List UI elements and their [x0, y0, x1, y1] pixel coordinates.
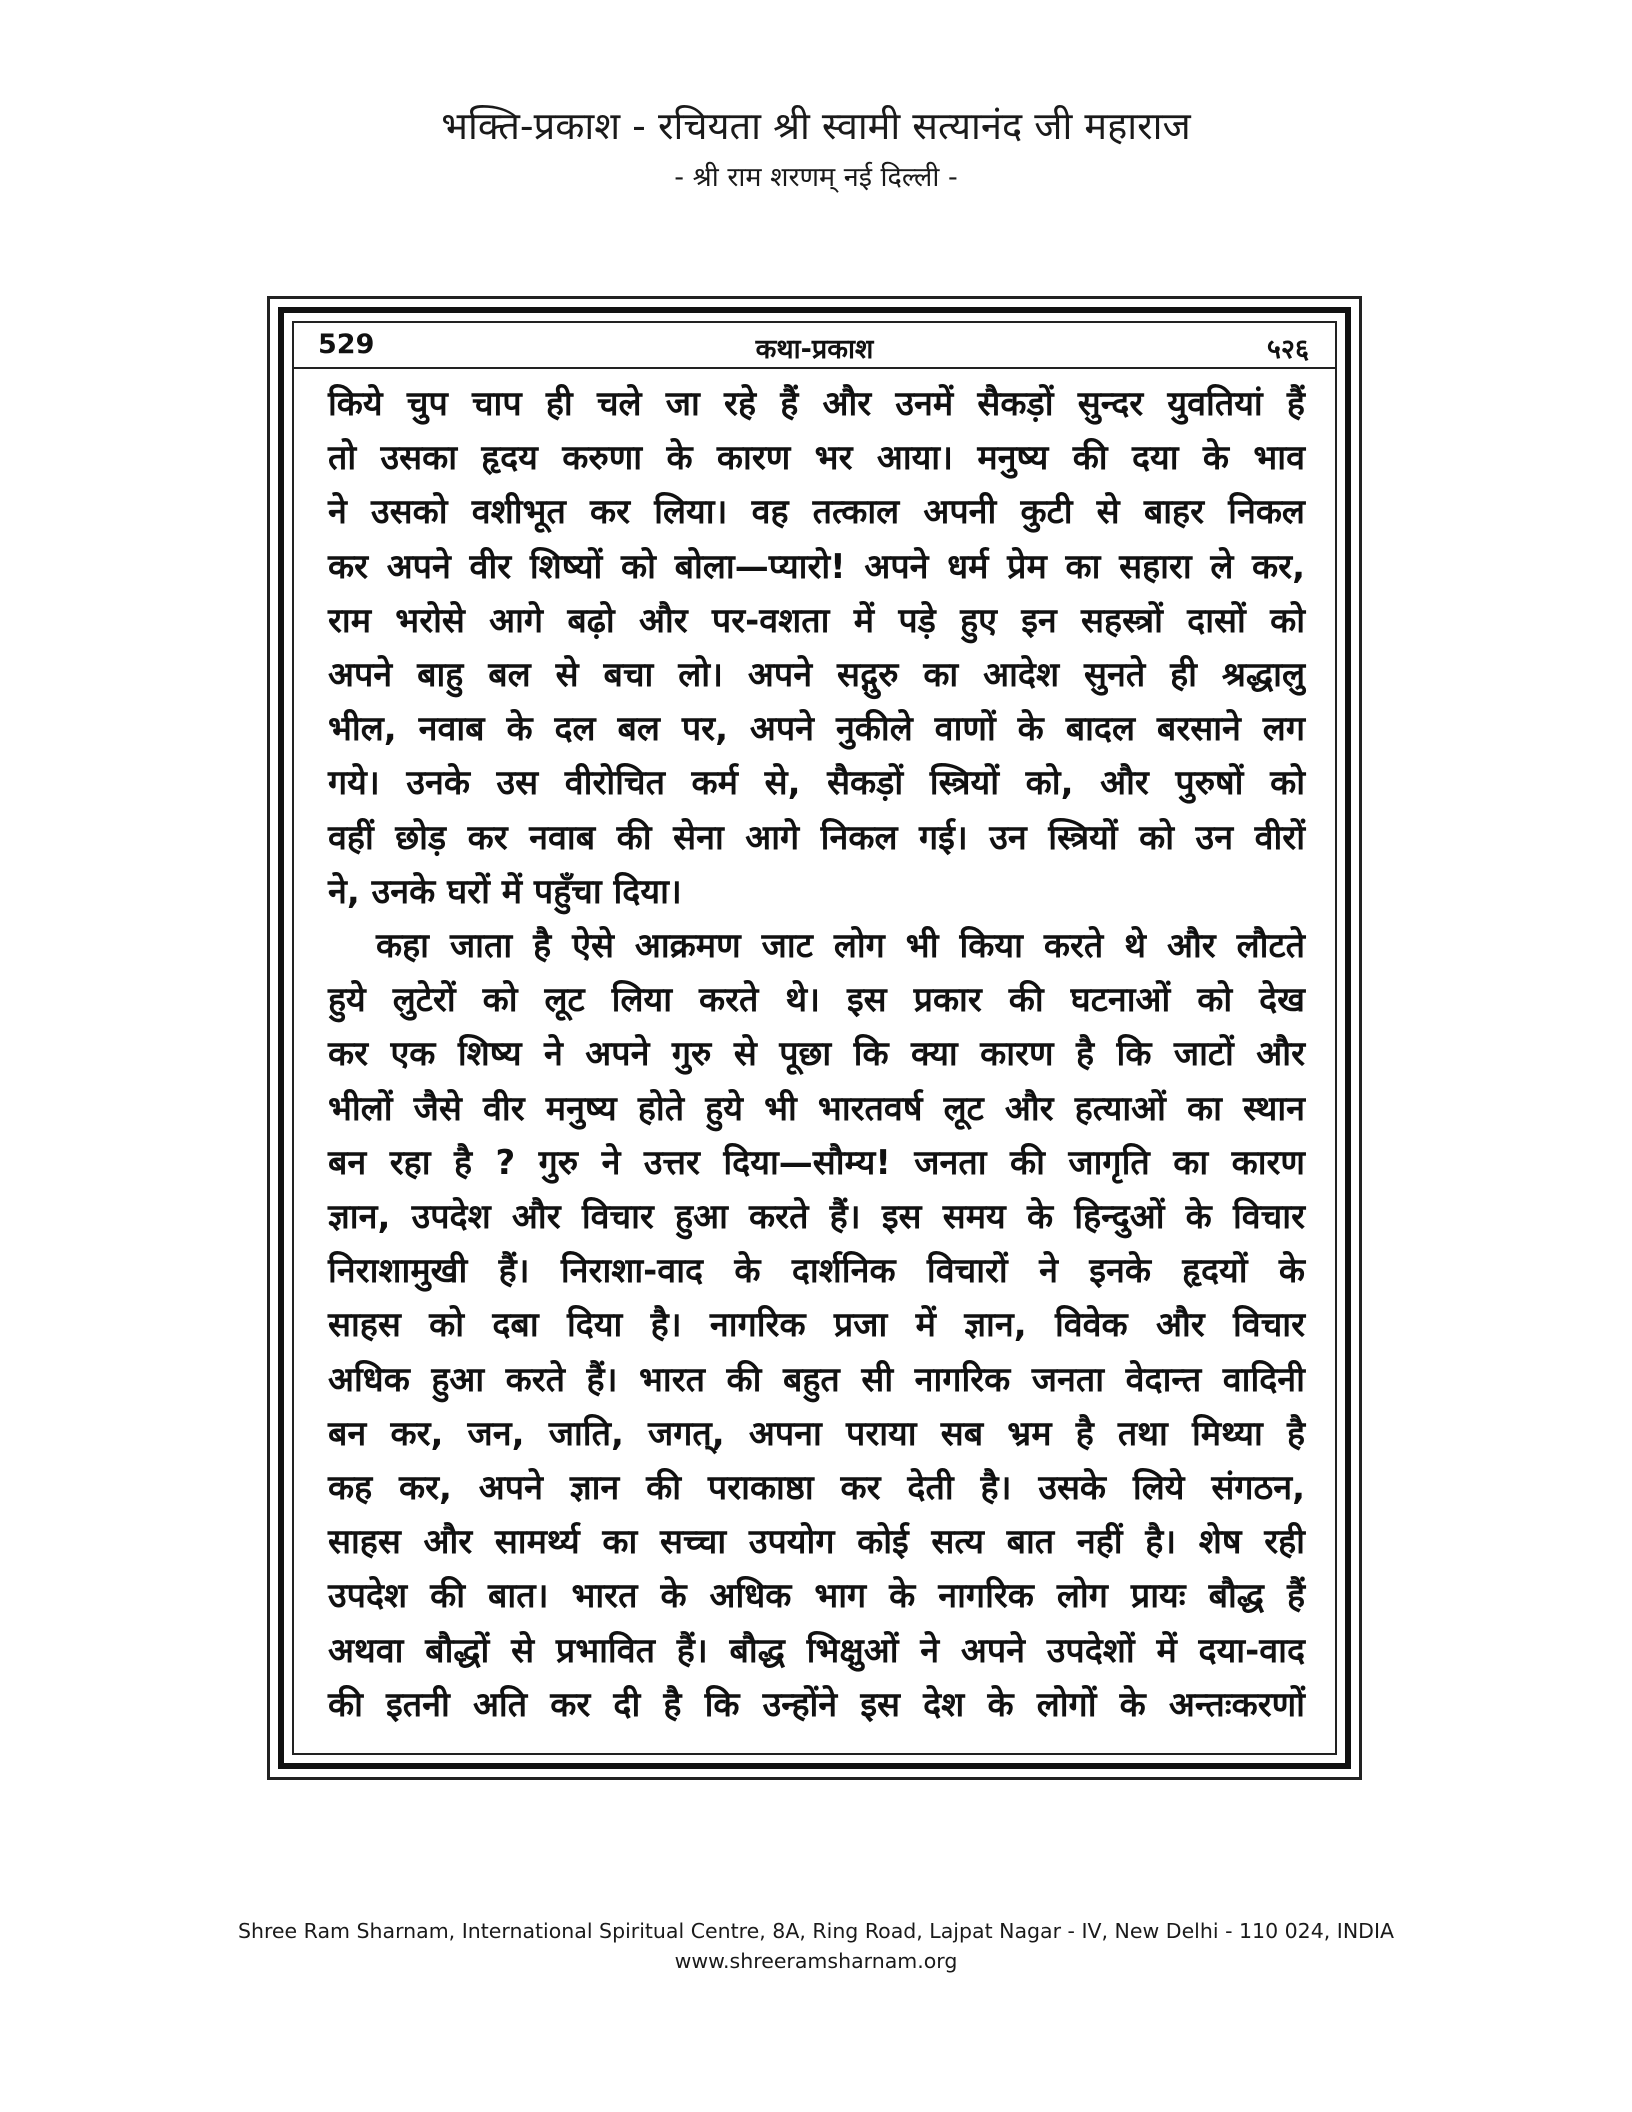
- text-line: वहीं छोड़ कर नवाब की सेना आगे निकल गई। उन स्त्रियों को उन वीरों: [328, 817, 1305, 858]
- page-number-devanagari: ५२६: [1266, 334, 1309, 365]
- text-line: कहा जाता है ऐसे आक्रमण जाट लोग भी किया करते थे और लौटते: [376, 926, 1305, 967]
- text-line: बन कर, जन, जाति, जगत्, अपना पराया सब भ्रम है तथा मिथ्या है: [328, 1413, 1305, 1454]
- text-line: किये चुप चाप ही चले जा रहे हैं और उनमें सैकड़ों सुन्दर युवतियां हैं: [328, 384, 1305, 424]
- text-line: साहस और सामर्थ्य का सच्चा उपयोग कोई सत्य बात नहीं है। शेष रही: [328, 1522, 1305, 1563]
- page-footer: [0, 1916, 1632, 1976]
- paragraph: [328, 919, 1305, 1732]
- text-line: साहस को दबा दिया है। नागरिक प्रजा में ज्ञान, विवेक और विचार: [328, 1305, 1305, 1346]
- chapter-title: कथा-प्रकाश: [755, 334, 874, 365]
- body-text: [328, 377, 1305, 1732]
- text-line: राम भरोसे आगे बढ़ो और पर-वशता में पड़े हुए इन सहस्त्रों दासों को: [328, 600, 1305, 641]
- text-line: अपने बाहु बल से बचा लो। अपने सद्गुरु का आदेश सुनते ही श्रद्धालु: [328, 655, 1305, 696]
- running-head: [294, 323, 1335, 369]
- text-line: तो उसका हृदय करुणा के कारण भर आया। मनुष्य की दया के भाव: [328, 438, 1305, 479]
- footer-address: Shree Ram Sharnam, International Spiritual Centre, 8A, Ring Road, Lajpat Nagar - IV, New Delhi - 110 024, INDIA: [237, 1919, 1395, 1943]
- text-line: बन रहा है ? गुरु ने उत्तर दिया—सौम्य! जनता की जागृति का कारण: [328, 1142, 1305, 1183]
- text-line: कर एक शिष्य ने अपने गुरु से पूछा कि क्या कारण है कि जाटों और: [328, 1034, 1305, 1075]
- text-line: अथवा बौद्धों से प्रभावित हैं। बौद्ध भिक्षुओं ने अपने उपदेशों में दया-वाद: [328, 1630, 1305, 1671]
- page-header: [0, 100, 1632, 200]
- book-page: [292, 321, 1337, 1755]
- text-line: उपदेश की बात। भारत के अधिक भाग के नागरिक लोग प्रायः बौद्ध हैं: [328, 1576, 1305, 1617]
- text-line: निराशामुखी हैं। निराशा-वाद के दार्शनिक विचारों ने इनके हृदयों के: [328, 1251, 1305, 1292]
- text-line: भीलों जैसे वीर मनुष्य होते हुये भी भारतवर्ष लूट और हत्याओं का स्थान: [328, 1088, 1305, 1129]
- text-line: भील, नवाब के दल बल पर, अपने नुकीले वाणों के बादल बरसाने लग: [328, 709, 1305, 750]
- text-line: ज्ञान, उपदेश और विचार हुआ करते हैं। इस समय के हिन्दुओं के विचार: [328, 1197, 1305, 1238]
- text-line: गये। उनके उस वीरोचित कर्म से, सैकड़ों स्त्रियों को, और पुरुषों को: [328, 763, 1305, 804]
- footer-website: www.shreeramsharnam.org: [674, 1949, 958, 1973]
- text-line: की इतनी अति कर दी है कि उन्होंने इस देश के लोगों के अन्तःकरणों: [328, 1684, 1305, 1725]
- text-line: ने उसको वशीभूत कर लिया। वह तत्काल अपनी कुटी से बाहर निकल: [328, 492, 1305, 533]
- publisher-subtitle: - श्री राम शरणम् नई दिल्ली -: [674, 162, 958, 193]
- text-line: हुये लुटेरों को लूट लिया करते थे। इस प्रकार की घटनाओं को देख: [328, 980, 1305, 1021]
- page-number-arabic: 529: [318, 329, 375, 360]
- text-line: कर अपने वीर शिष्यों को बोला—प्यारो! अपने धर्म प्रेम का सहारा ले कर,: [328, 546, 1305, 587]
- text-line: ने, उनके घरों में पहुँचा दिया।: [328, 871, 682, 912]
- paragraph: [328, 377, 1305, 919]
- text-line: कह कर, अपने ज्ञान की पराकाष्ठा कर देती है। उसके लिये संगठन,: [328, 1468, 1305, 1509]
- text-line: अधिक हुआ करते हैं। भारत की बहुत सी नागरिक जनता वेदान्त वादिनी: [328, 1359, 1305, 1400]
- book-title: भक्ति-प्रकाश - रचियता श्री स्वामी सत्यानंद जी महाराज: [441, 104, 1191, 148]
